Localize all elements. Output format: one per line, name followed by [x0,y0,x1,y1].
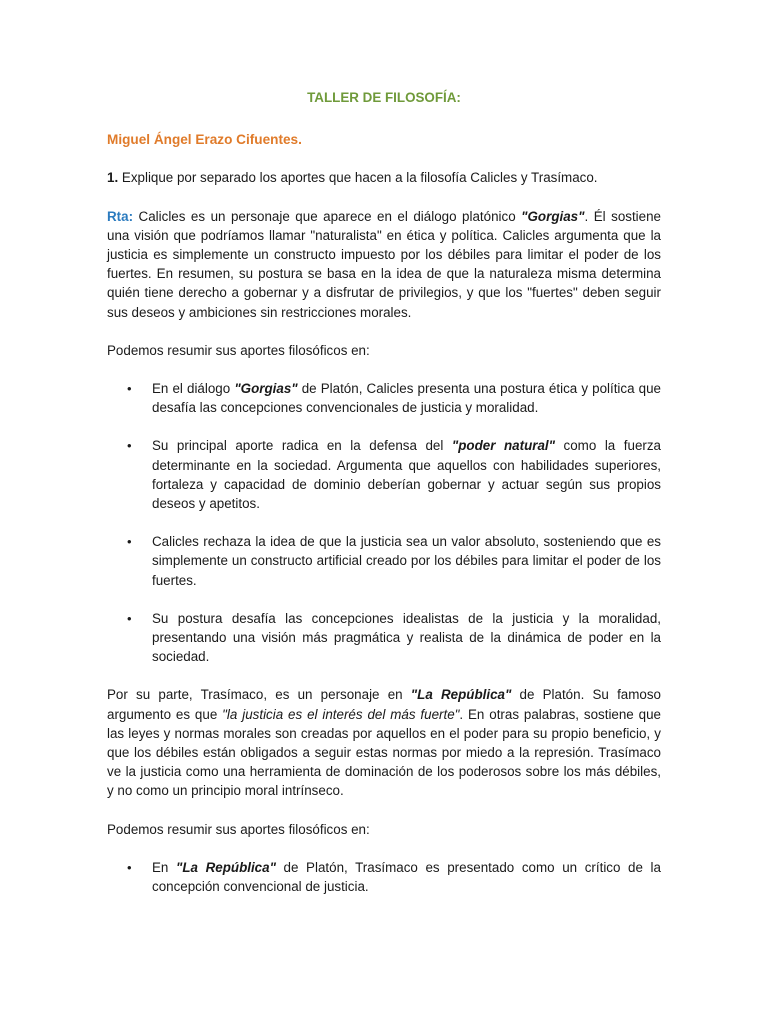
list-item [107,379,661,417]
list-item-emphasis: "La República" [176,859,276,875]
bullet-icon: • [127,438,132,454]
bullet-icon: • [127,381,132,397]
list-item-text: Su principal aporte radica en la defensa del [152,438,452,454]
question-1 [107,168,661,187]
trasimaco-points-list [107,858,661,896]
list-item [107,532,661,590]
summary-intro-trasimaco: Podemos resumir sus aportes filosóficos en: [107,821,370,837]
list-item-emphasis: "Gorgias" [234,381,298,397]
trasimaco-text-1: Por su parte, Trasímaco, es un personaje en [107,687,411,703]
list-item-text: En el diálogo [152,381,235,397]
bullet-icon: • [127,859,132,875]
trasimaco-text-2: de Platón. Su famoso argumento es que [107,687,661,722]
answer-label: Rta: [107,208,134,224]
bullet-icon: • [127,534,132,550]
summary-intro-calicles: Podemos resumir sus aportes filosóficos en: [107,342,370,358]
trasimaco-emphasis-republica: "La República" [410,687,512,703]
list-item-text: de Platón, Trasímaco es presentado como un crítico de la concepción convencional de justicia. [152,859,661,895]
bullet-icon: • [127,610,132,626]
answer-text-1: Calicles es un personaje que aparece en el diálogo platónico [133,208,522,224]
list-item [107,436,661,513]
question-text: Explique por separado los aportes que hacen a la filosofía Calicles y Trasímaco. [118,170,598,186]
list-item-text: como la fuerza determinante en la sociedad. Argumenta que aquellos con habilidades superiores, fortaleza y capacidad de dominio deberían gobernar y actuar según sus propios deseos y apetitos. [152,438,662,512]
question-number: 1. [107,170,119,186]
answer-text-2: . Él sostiene una visión que podríamos llamar "naturalista" en ética y política. Calicles argumenta que la justicia es simplemente un constructo impuesto por los débiles para limitar el poder de los fuertes. En resumen, su postura se basa en la idea de que la naturaleza misma determina quién tiene derecho a gobernar y a disfrutar de privilegios, y que los "fuertes" deben seguir sus deseos y ambiciones sin restricciones morales. [107,208,661,320]
answer-paragraph [107,207,661,322]
list-item-emphasis: "poder natural" [451,438,555,454]
list-item-text: Su postura desafía las concepciones idealistas de la justicia y la moralidad, presentando una visión más pragmática y realista de la dinámica de poder en la sociedad. [152,610,661,665]
trasimaco-quote: "la justicia es el interés del más fuerte" [222,706,460,722]
list-item-text: Calicles rechaza la idea de que la justicia sea un valor absoluto, sosteniendo que es simplemente un constructo artificial creado por los débiles para limitar el poder de los fuertes. [152,534,661,588]
answer-emphasis-gorgias: "Gorgias" [521,208,585,224]
list-item-text: de Platón, Calicles presenta una postura ética y política que desafía las concepciones convencionales de justicia y moralidad. [152,381,661,416]
list-item-text: En [152,859,176,875]
list-item [107,858,661,896]
trasimaco-paragraph [107,685,661,800]
calicles-points-list [107,379,661,666]
trasimaco-text-3: . En otras palabras, sostiene que las leyes y normas morales son creadas por aquellos en el poder para su propio beneficio, y que los débiles están obligados a seguir estas normas por miedo a la represión. Trasímaco ve la justicia como una herramienta de dominación de los poderosos sobre los más débiles, y no como un principio moral intrínseco. [107,706,661,799]
list-item [107,609,661,667]
document-title: TALLER DE FILOSOFÍA: [307,90,461,105]
author-name: Miguel Ángel Erazo Cifuentes. [107,132,302,148]
document-content [107,88,661,915]
